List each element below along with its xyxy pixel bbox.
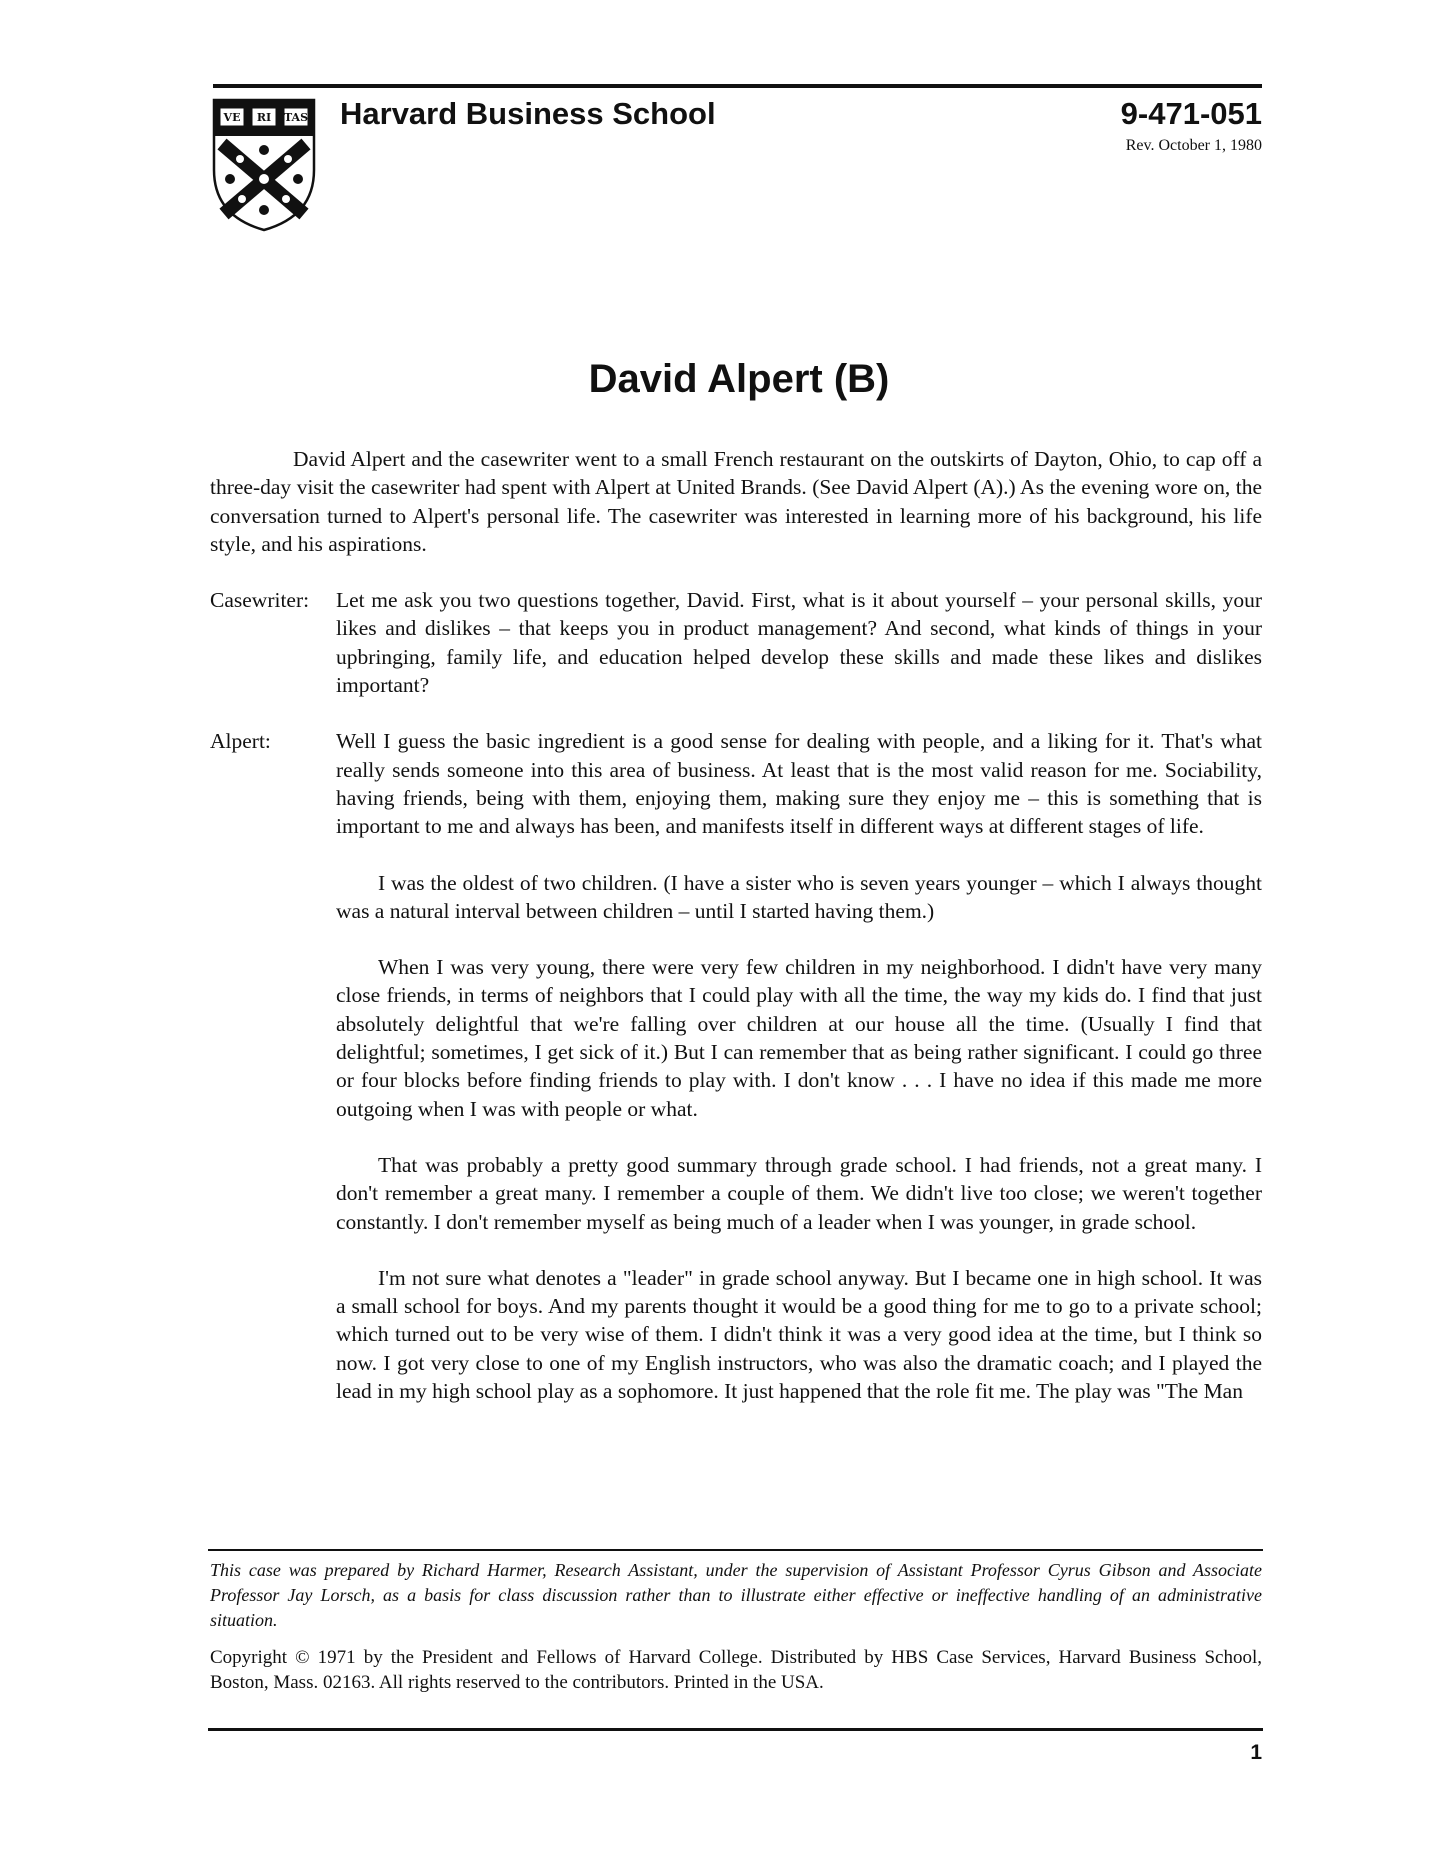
copyright-notice: Copyright © 1971 by the President and Fellows of Harvard College. Distributed by HBS Case Services, Harvard Business School, Boston, Mass. 02163. All rights reserved to the contributors. Printed in the USA.	[210, 1647, 1262, 1693]
speech-paragraph: I was the oldest of two children. (I have a sister who is seven years younger – which I always thought was a natural interval between children – until I started having them.)	[336, 870, 1262, 923]
dialogue-casewriter	[210, 586, 1262, 699]
page-number: 1	[1250, 1741, 1262, 1764]
speaker-label: Alpert:	[210, 729, 271, 754]
bottom-rule	[208, 1728, 1263, 1731]
motto-ri: RI	[256, 111, 272, 124]
speech-paragraph: I'm not sure what denotes a "leader" in grade school anyway. But I became one in high school. It was a small school for boys. And my parents thought it would be a good thing for me to go to a private school; which turned out to be very wise of them. I didn't think it was a very good idea at the time, but I think so now. I got very close to one of my English instructors, who was also the dramatic coach; and I played the lead in my high school play as a sophomore. It just happened that the role fit me. The play was "The Man	[336, 1265, 1262, 1404]
case-body	[210, 445, 1262, 1433]
preparation-note: This case was prepared by Richard Harmer, Research Assistant, under the supervision of Assistant Professor Cyrus Gibson and Associate Professor Jay Lorsch, as a basis for class discussion rather than to illustrate either effective or ineffective handling of an administrative situation.	[210, 1560, 1262, 1630]
case-title: David Alpert (B)	[588, 357, 890, 401]
intro-paragraph: David Alpert and the casewriter went to a small French restaurant on the outskirts of Dayton, Ohio, to cap off a three-day visit the casewriter had spent with Alpert at United Brands. (See David Alpert (A).) As the evening wore on, the conversation turned to Alpert's personal life. The casewriter was interested in learning more of his background, his life style, and his aspirations.	[210, 447, 1262, 556]
case-number: 9-471-051	[1120, 96, 1262, 131]
speech-block	[336, 727, 1262, 1405]
speaker-label: Casewriter:	[210, 588, 310, 613]
speech-paragraph: Let me ask you two questions together, David. First, what is it about yourself – your personal skills, your likes and dislikes – that keeps you in product management? And second, what kinds of things in your upbringing, family life, and education helped develop these skills and made these likes and dislikes important?	[336, 588, 1262, 698]
school-name: Harvard Business School	[340, 96, 716, 131]
speech-paragraph: When I was very young, there were very few children in my neighborhood. I didn't have very many close friends, in terms of neighbors that I could play with all the time, the way my kids do. I find that just absolutely delightful that we're falling over children at our house all the time. (Usually I find that delightful; sometimes, I get sick of it.) But I can remember that as being rather significant. I could go three or four blocks before finding friends to play with. I don't know . . . I have no idea if this made me more outgoing when I was with people or what.	[336, 955, 1262, 1121]
speech-block	[336, 586, 1262, 699]
footer-rule	[208, 1549, 1263, 1551]
speech-paragraph: That was probably a pretty good summary through grade school. I had friends, not a great many. I don't remember a great many. I remember a couple of them. We didn't live too close; we weren't together constantly. I don't remember myself as being much of a leader when I was younger, in grade school.	[336, 1152, 1262, 1234]
revision-date: Rev. October 1, 1980	[1125, 137, 1262, 154]
speech-paragraph: Well I guess the basic ingredient is a good sense for dealing with people, and a liking for it. That's what really sends someone into this area of business. At least that is the most valid reason for me. Sociability, having friends, being with them, enjoying them, making sure they enjoy me – this is something that is important to me and always has been, and manifests itself in different ways at different stages of life.	[336, 729, 1262, 839]
dialogue-alpert	[210, 727, 1262, 1405]
hbs-shield-icon	[212, 98, 316, 232]
motto-ve: VE	[223, 111, 241, 124]
motto-tas: TAS	[283, 111, 309, 124]
header-rule	[213, 84, 1262, 88]
